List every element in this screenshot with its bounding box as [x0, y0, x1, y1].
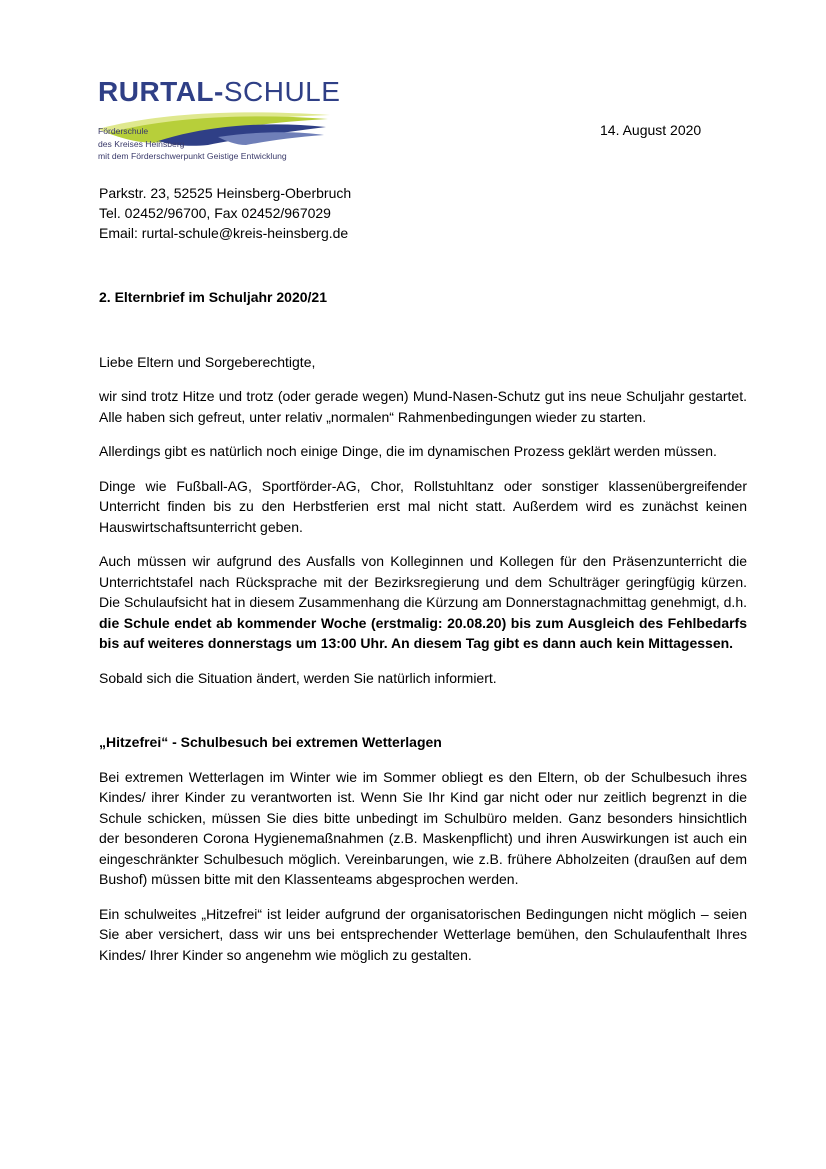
address-phone: Tel. 02452/96700, Fax 02452/967029	[99, 205, 331, 221]
school-logo	[98, 76, 341, 166]
letter-date: 14. August 2020	[600, 122, 702, 138]
paragraph-text: Auch müssen wir aufgrund des Ausfalls von Kolleginnen und Kollegen für den Präsenzunterricht die Unterrichtstafel nach Rücksprache mit der Bezirksregierung und dem Schulträger geringfügig kürzen. Die Schulaufsicht hat in diesem Zusammenhang die Kürzung am Donnerstagnachmittag genehmigt, d.h.	[99, 553, 747, 610]
paragraph: Ein schulweites „Hitzefrei“ ist leider aufgrund der organisatorischen Bedingungen nicht möglich – seien Sie aber versichert, dass wir uns bei entsprechender Wetterlage bemühen, den Schulaufenthalt Ihres Kindes/ Ihrer Kinder so angenehm wie möglich zu gestalten.	[99, 905, 747, 963]
letter-heading: 2. Elternbrief im Schuljahr 2020/21	[99, 289, 327, 305]
address-street: Parkstr. 23, 52525 Heinsberg-Oberbruch	[99, 185, 352, 201]
salutation: Liebe Eltern und Sorgeberechtigte,	[99, 353, 316, 370]
logo-subtitle-line: des Kreises Heinsberg	[98, 138, 185, 149]
logo-title-bold: RURTAL-	[98, 76, 224, 107]
logo-subtitle	[98, 125, 287, 163]
logo-title-regular: SCHULE	[223, 76, 341, 107]
paragraph: Dinge wie Fußball-AG, Sportförder-AG, Chor, Rollstuhltanz oder sonstiger klassenübergreifender Unterricht finden bis zu den Herbstferien erst mal nicht statt. Außerdem wird es zunächst keinen Hauswirtschaftsunterricht geben.	[99, 477, 747, 535]
paragraph: wir sind trotz Hitze und trotz (oder gerade wegen) Mund-Nasen-Schutz gut ins neue Schuljahr gestartet. Alle haben sich gefreut, unter relativ „normalen“ Rahmenbedingungen wieder zu starten.	[99, 388, 747, 425]
paragraph: Allerdings gibt es natürlich noch einige Dinge, die im dynamischen Prozess geklärt werden müssen.	[99, 443, 717, 459]
school-address	[99, 183, 351, 243]
letter-body	[99, 287, 747, 979]
logo-subtitle-line: mit dem Förderschwerpunkt Geistige Entwicklung	[98, 151, 287, 161]
paragraph: Bei extremen Wetterlagen im Winter wie im Sommer obliegt es den Eltern, ob der Schulbesuch ihres Kindes/ ihrer Kinder zu verantworten ist. Wenn Sie Ihr Kind gar nicht oder nur zeitlich begrenzt in die Schule schicken, müssen Sie dies bitte unbedingt im Schulbüro melden. Ganz besonders hinsichtlich der besonderen Corona Hygienemaßnahmen (z.B. Maskenpflicht) und ihren Auswirkungen ist auch ein eingeschränkter Schulbesuch möglich. Vereinbarungen, wie z.B. frühere Abholzeiten (draußen auf dem Bushof) müssen bitte mit den Klassenteams abgesprochen werden.	[99, 768, 747, 887]
paragraph: Sobald sich die Situation ändert, werden Sie natürlich informiert.	[99, 669, 497, 686]
logo-subtitle-line: Förderschule	[98, 126, 149, 136]
section-heading: „Hitzefrei“ - Schulbesuch bei extremen Wetterlagen	[99, 734, 442, 750]
address-email: Email: rurtal-schule@kreis-heinsberg.de	[99, 225, 349, 241]
paragraph	[99, 551, 747, 654]
paragraph-bold-text: die Schule endet ab kommender Woche (erstmalig: 20.08.20) bis zum Ausgleich des Fehlbedarfs bis auf weiteres donnerstags um 13:00 Uhr. An diesem Tag gibt es dann auch kein Mittagessen.	[99, 614, 747, 651]
logo-title	[98, 76, 340, 108]
